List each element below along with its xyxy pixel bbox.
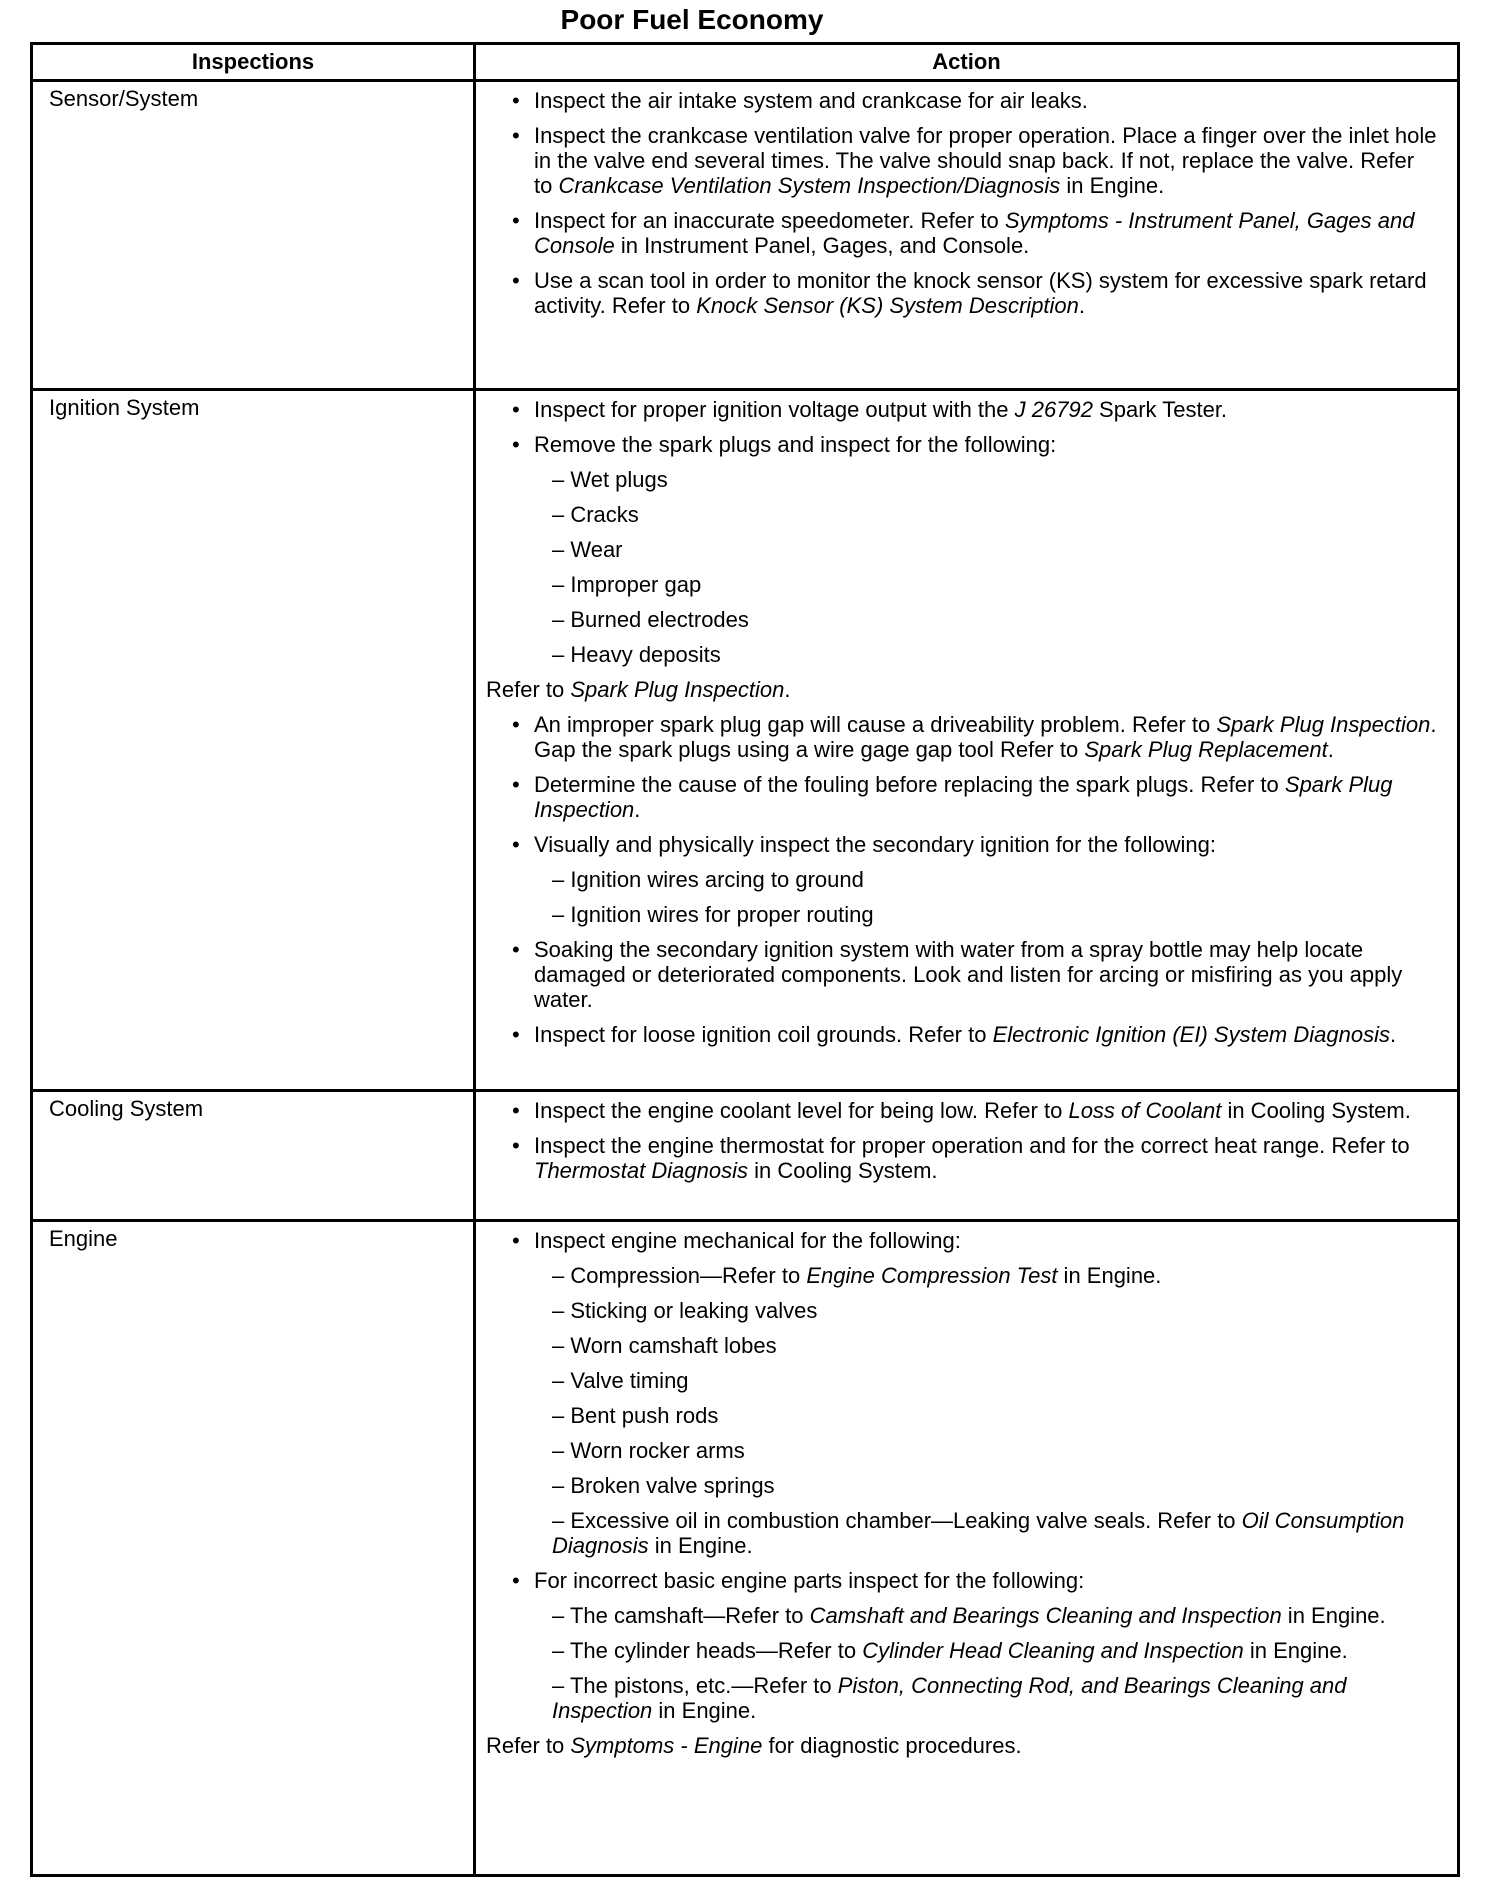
text-segment: Inspect for an inaccurate speedometer. Refer to [534, 208, 1005, 233]
text-segment: Use a scan tool in order to monitor the knock sensor (KS) system for excessive spark retard activity. Refer to [534, 268, 1427, 318]
text-segment: Inspect the engine coolant level for being low. Refer to [534, 1098, 1069, 1123]
note-text [486, 677, 1437, 702]
text-segment: – Bent push rods [552, 1403, 719, 1428]
sub-item [486, 572, 1437, 597]
text-segment: – The camshaft—Refer to [552, 1603, 810, 1628]
sub-item [486, 1508, 1437, 1558]
text-segment: in Instrument Panel, Gages, and Console. [614, 233, 1030, 258]
text-segment: Inspect for loose ignition coil grounds. Refer to [534, 1022, 993, 1047]
text-segment: – The cylinder heads—Refer to [552, 1638, 863, 1663]
inspection-label: Engine [32, 1221, 475, 1876]
text-segment: – Worn camshaft lobes [552, 1333, 777, 1358]
bullet-item [486, 123, 1437, 198]
sub-item [486, 1333, 1437, 1358]
text-segment: . [1389, 1022, 1397, 1047]
header-inspections: Inspections [32, 44, 475, 81]
text-segment: Inspect engine mechanical for the following: [534, 1228, 961, 1253]
bullet-item [486, 1098, 1437, 1123]
reference-title: J 26792 [1014, 397, 1093, 422]
text-segment: – Excessive oil in combustion chamber—Leaking valve seals. Refer to [552, 1508, 1242, 1533]
action-cell [475, 81, 1459, 390]
sub-item [486, 607, 1437, 632]
reference-title: Spark Plug Inspection [1216, 712, 1431, 737]
inspection-label: Ignition System [32, 390, 475, 1091]
sub-item [486, 1263, 1437, 1288]
table-row [32, 390, 1459, 1091]
sub-item [486, 1603, 1437, 1628]
bullet-item [486, 1133, 1437, 1183]
reference-title: Piston, Connecting Rod, and Bearings Cleaning and Inspection [552, 1673, 1347, 1723]
action-cell [475, 1091, 1459, 1221]
text-segment: – Improper gap [552, 572, 702, 597]
reference-title: Electronic Ignition (EI) System Diagnosis [992, 1022, 1390, 1047]
reference-title: Spark Plug Inspection [570, 677, 785, 702]
reference-title: Symptoms - Instrument Panel, Gages and Console [534, 208, 1415, 258]
table-row [32, 1221, 1459, 1876]
action-cell [475, 1221, 1459, 1876]
sub-item [486, 1438, 1437, 1463]
sub-item [486, 902, 1437, 927]
text-segment: Refer to [486, 1733, 571, 1758]
text-segment: in Engine. [648, 1533, 753, 1558]
table-row [32, 81, 1459, 390]
text-segment: in Engine. [1060, 173, 1165, 198]
bullet-item [486, 208, 1437, 258]
reference-title: Crankcase Ventilation System Inspection/Diagnosis [558, 173, 1061, 198]
reference-title: Thermostat Diagnosis [534, 1158, 748, 1183]
bullet-item [486, 88, 1437, 113]
sub-item [486, 502, 1437, 527]
text-segment: – The pistons, etc.—Refer to [552, 1673, 838, 1698]
sub-item [486, 1298, 1437, 1323]
bullet-item [486, 432, 1437, 457]
bullet-item [486, 712, 1437, 762]
text-segment: . [1078, 293, 1086, 318]
text-segment: – Compression—Refer to [552, 1263, 807, 1288]
sub-item [486, 467, 1437, 492]
text-segment: Inspect the engine thermostat for proper operation and for the correct heat range. Refer to [534, 1133, 1410, 1158]
sub-item [486, 1673, 1437, 1723]
header-action: Action [475, 44, 1459, 81]
bullet-item [486, 832, 1437, 857]
text-segment: in Engine. [652, 1698, 757, 1723]
reference-title: Oil Consumption Diagnosis [552, 1508, 1405, 1558]
bullet-item [486, 268, 1437, 318]
text-segment: – Valve timing [552, 1368, 689, 1393]
page-title: Poor Fuel Economy [560, 4, 824, 35]
text-segment: . Gap the spark plugs using a wire gage gap tool Refer to [534, 712, 1437, 762]
sub-item [486, 1368, 1437, 1393]
sub-item [486, 1403, 1437, 1428]
sub-item [486, 1473, 1437, 1498]
text-segment: Inspect the crankcase ventilation valve for proper operation. Place a finger over the inlet hole in the valve end several times. The valve should snap back. If not, replace the valve. Refer to [534, 123, 1437, 198]
note-text [486, 1733, 1437, 1758]
bullet-item [486, 1022, 1437, 1047]
reference-title: Loss of Coolant [1068, 1098, 1222, 1123]
text-segment: . [634, 797, 641, 822]
sub-item [486, 1638, 1437, 1663]
text-segment: for diagnostic procedures. [762, 1733, 1022, 1758]
table-header-row [32, 44, 1459, 81]
text-segment: . [784, 677, 791, 702]
text-segment: Determine the cause of the fouling before replacing the spark plugs. Refer to [534, 772, 1285, 797]
text-segment: – Sticking or leaking valves [552, 1298, 818, 1323]
text-segment: in Engine. [1057, 1263, 1162, 1288]
text-segment: – Wet plugs [552, 467, 668, 492]
text-segment: in Engine. [1281, 1603, 1386, 1628]
text-segment: For incorrect basic engine parts inspect for the following: [534, 1568, 1085, 1593]
text-segment: in Cooling System. [747, 1158, 938, 1183]
text-segment: – Wear [552, 537, 623, 562]
bullet-item [486, 1568, 1437, 1593]
text-segment: Soaking the secondary ignition system with water from a spray bottle may help locate damaged or deteriorated components. Look and listen for arcing or misfiring as you apply water. [534, 937, 1403, 1012]
reference-title: Spark Plug Replacement [1084, 737, 1328, 762]
text-segment: in Engine. [1243, 1638, 1348, 1663]
reference-title: Spark Plug Inspection [534, 772, 1393, 822]
sub-item [486, 642, 1437, 667]
bullet-item [486, 937, 1437, 1012]
text-segment: – Worn rocker arms [552, 1438, 745, 1463]
text-segment: Visually and physically inspect the secondary ignition for the following: [534, 832, 1216, 857]
action-cell [475, 390, 1459, 1091]
bullet-item [486, 397, 1437, 422]
text-segment: – Ignition wires arcing to ground [552, 867, 864, 892]
bullet-item [486, 772, 1437, 822]
sub-item [486, 867, 1437, 892]
text-segment: – Ignition wires for proper routing [552, 902, 874, 927]
table-row [32, 1091, 1459, 1221]
text-segment: Spark Tester. [1092, 397, 1228, 422]
text-segment: – Broken valve springs [552, 1473, 775, 1498]
text-segment: Remove the spark plugs and inspect for the following: [534, 432, 1057, 457]
reference-title: Engine Compression Test [806, 1263, 1058, 1288]
text-segment: An improper spark plug gap will cause a driveability problem. Refer to [534, 712, 1217, 737]
text-segment: – Cracks [552, 502, 639, 527]
inspection-label: Cooling System [32, 1091, 475, 1221]
inspection-table [30, 42, 1460, 1877]
text-segment: Inspect the air intake system and crankcase for air leaks. [534, 88, 1088, 113]
sub-item [486, 537, 1437, 562]
reference-title: Knock Sensor (KS) System Description [696, 293, 1079, 318]
inspection-label: Sensor/System [32, 81, 475, 390]
text-segment: Refer to [486, 677, 571, 702]
reference-title: Cylinder Head Cleaning and Inspection [862, 1638, 1244, 1663]
text-segment: – Heavy deposits [552, 642, 721, 667]
reference-title: Symptoms - Engine [570, 1733, 763, 1758]
text-segment: in Cooling System. [1221, 1098, 1411, 1123]
text-segment: – Burned electrodes [552, 607, 749, 632]
reference-title: Camshaft and Bearings Cleaning and Inspection [809, 1603, 1282, 1628]
text-segment: Inspect for proper ignition voltage output with the [534, 397, 1015, 422]
text-segment: . [1327, 737, 1334, 762]
bullet-item [486, 1228, 1437, 1253]
